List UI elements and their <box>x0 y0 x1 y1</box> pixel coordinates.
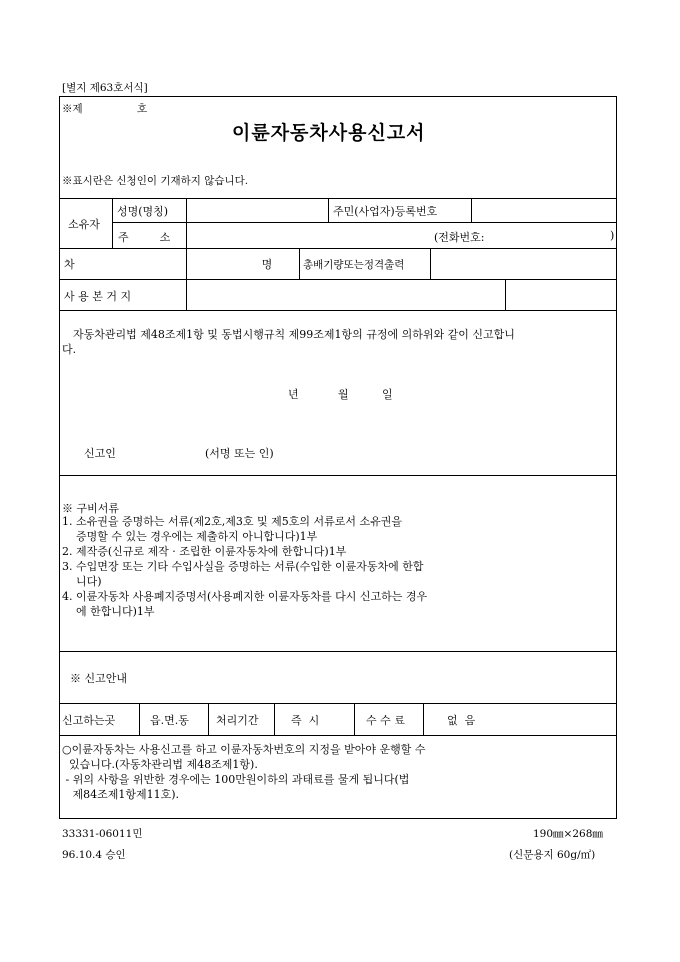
paper-type: (신문용지 60g/㎡) <box>509 849 596 861</box>
owner-label: 소유자 <box>68 218 100 231</box>
note-line: 제84조제1항제11호). <box>62 788 180 801</box>
signature-label: (서명 또는 인) <box>205 447 274 460</box>
office-value: 읍.면.동 <box>150 714 189 727</box>
owner-name-field[interactable] <box>190 202 324 220</box>
owner-id-field[interactable] <box>475 202 613 220</box>
list-item: 2. 제작증(신규로 제작 · 조립한 이륜자동차에 한합니다)1부 <box>62 545 347 558</box>
list-item: 3. 수입면장 또는 기타 수입사실을 증명하는 서류(수입한 이륜자동차에 한합 <box>62 560 424 573</box>
list-item: 증명할 수 있는 경우에는 제출하지 아니합니다)1부 <box>62 530 318 543</box>
reporter-label: 신고인 <box>84 447 116 460</box>
declaration-line2: 다. <box>62 343 77 356</box>
documents-heading: ※ 구비서류 <box>62 502 120 515</box>
notes-block <box>62 742 425 802</box>
owner-address-field[interactable] <box>190 227 430 245</box>
list-item: 에 한합니다)1부 <box>62 605 155 618</box>
base-location-label: 사 용 본 거 지 <box>64 290 132 303</box>
displacement-field[interactable] <box>434 253 612 275</box>
receipt-number-suffix: 호 <box>137 103 148 115</box>
documents-list <box>62 514 427 619</box>
fee-label: 수 수 료 <box>366 714 405 727</box>
base-location-extra-field[interactable] <box>509 284 613 306</box>
guide-heading: ※ 신고안내 <box>70 672 128 685</box>
owner-phone-close: ) <box>610 229 615 242</box>
vehicle-name-field[interactable] <box>190 253 295 275</box>
period-value: 즉 시 <box>291 714 320 727</box>
note-line: 있습니다.(자동차관리법 제48조제1항). <box>62 758 258 771</box>
base-location-field[interactable] <box>190 284 500 306</box>
owner-phone-label: (전화번호: <box>434 231 485 244</box>
fee-value: 없 음 <box>447 714 476 727</box>
form-label: [별지 제63호서식] <box>62 82 148 94</box>
date-month-label: 월 <box>338 388 349 401</box>
list-item: 1. 소유권을 증명하는 서류(제2호,제3호 및 제5호의 서류로서 소유권을 <box>62 515 403 528</box>
list-item: 니다) <box>62 575 102 588</box>
form-code: 33331-06011민 <box>62 828 143 840</box>
date-year-label: 년 <box>288 388 299 401</box>
receipt-number-label: ※제 <box>62 103 83 115</box>
period-label: 처리기간 <box>216 714 259 727</box>
paper-size: 190㎜×268㎜ <box>533 828 603 840</box>
approval-date: 96.10.4 승인 <box>62 849 126 861</box>
note-line: - 위의 사항을 위반한 경우에는 100만원이하의 과태료를 물게 됩니다(법 <box>62 773 410 786</box>
notice-text: ※표시란은 신청인이 기재하지 않습니다. <box>62 175 249 187</box>
date-day-label: 일 <box>382 388 393 401</box>
owner-id-label: 주민(사업자)등록번호 <box>333 205 438 218</box>
note-line: ○이륜자동차는 사용신고를 하고 이륜자동차번호의 지정을 받아야 운행할 수 <box>62 743 426 756</box>
office-label: 신고하는곳 <box>62 714 116 727</box>
list-item: 4. 이륜자동차 사용폐지증명서(사용폐지한 이륜자동차를 다시 신고하는 경우 <box>62 590 428 603</box>
vehicle-name-label: 차 명 <box>64 258 273 271</box>
declaration-line1: 자동차관리법 제48조제1항 및 동법시행규칙 제99조제1항의 규정에 의하위와 같이 신고합니 <box>73 328 515 341</box>
owner-name-label: 성명(명칭) <box>117 205 169 218</box>
owner-address-label: 주 소 <box>118 231 179 244</box>
page-title: 이륜자동차사용신고서 <box>232 122 426 144</box>
displacement-label: 총배기량또는정격출력 <box>303 259 405 271</box>
